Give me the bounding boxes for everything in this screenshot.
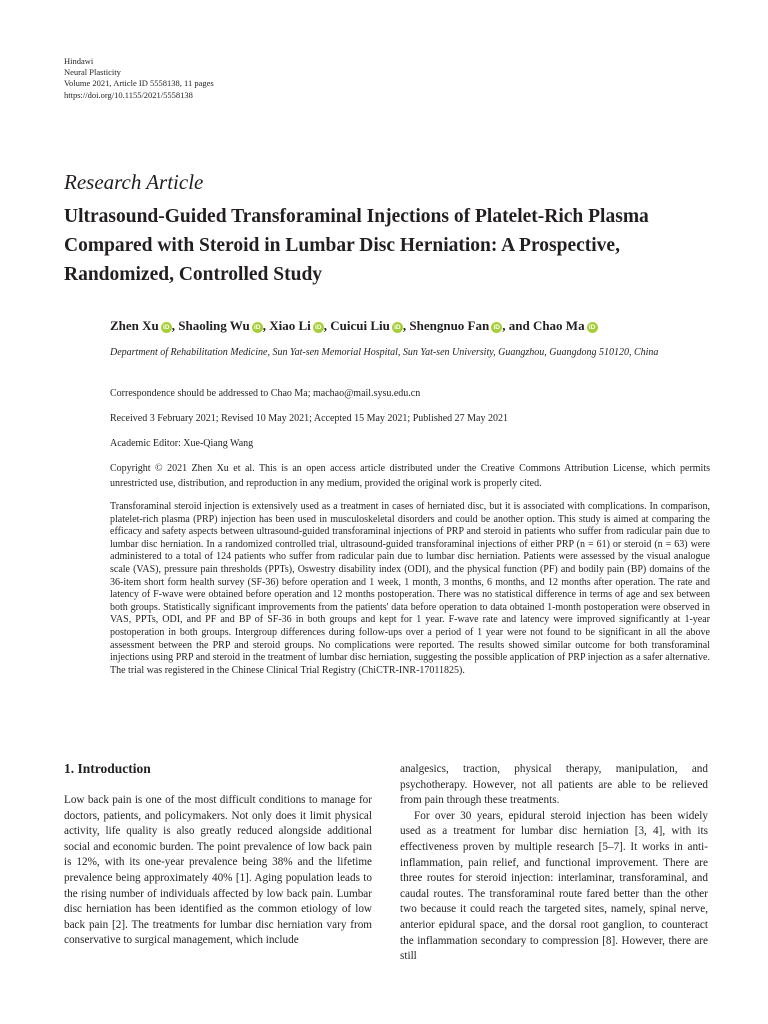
intro-paragraph-continued: analgesics, traction, physical therapy, manipulation, and psychotherapy. However, not all patients are able to be relieved from pain through these treatments. [400,763,708,807]
orcid-icon[interactable]: iD [392,322,403,333]
author-name: Xiao Li [269,318,311,333]
author-name: Chao Ma [532,318,585,333]
publisher-name: Hindawi [64,56,94,66]
author-name: Shaoling Wu [178,318,250,333]
orcid-icon[interactable]: iD [313,322,324,333]
left-column [64,760,372,949]
author-name: Zhen Xu [110,318,159,333]
orcid-icon[interactable]: iD [161,322,172,333]
doi-link[interactable]: https://doi.org/10.1155/2021/5558138 [64,89,193,100]
section-heading: 1. Introduction [64,761,151,776]
affiliation: Department of Rehabilitation Medicine, Sun Yat-sen Memorial Hospital, Sun Yat-sen University, Guangzhou, Guangdong 510120, China [110,347,659,358]
article-title: Ultrasound-Guided Transforaminal Injections of Platelet-Rich Plasma Compared with Steroid in Lumbar Disc Herniation: A Prospective, Randomized, Controlled Study [64,206,649,285]
correspondence: Correspondence should be addressed to Chao Ma; machao@mail.sysu.edu.cn [110,388,421,399]
author-separator: , [402,318,410,333]
intro-paragraph-2: For over 30 years, epidural steroid injection has been widely used as a treatment for lumbar disc herniation [3, 4], with its effectiveness proven by multiple research [5–7]. It works in anti-inflammation, pain relief, and functional improvement. There are three routes for steroid injection: interlaminar, transforaminal, and caudal routes. The transforaminal route fared better than the other two because it could reach the targeted sites, namely, spinal nerve, anterior epidural space, and the dorsal root ganglion, to counteract the inflammation secondary to compression [8]. However, there are still [400,809,708,963]
journal-name: Neural Plasticity [64,67,121,78]
volume-info: Volume 2021, Article ID 5558138, 11 pages [64,78,214,89]
copyright-notice: Copyright © 2021 Zhen Xu et al. This is an open access article distributed under the Creative Commons Attribution License, which permits unrestricted use, distribution, and reproduction in any medium, provided the original work is properly cited. [110,463,710,489]
author-separator: , and [502,318,533,333]
orcid-icon[interactable]: iD [491,322,502,333]
orcid-icon[interactable]: iD [252,322,263,333]
author-separator: , [323,318,331,333]
author-name: Shengnuo Fan [409,318,490,333]
orcid-icon[interactable]: iD [587,322,598,333]
author-name: Cuicui Liu [330,318,390,333]
right-column [400,762,708,965]
journal-masthead [64,56,214,101]
author-separator: , [171,318,179,333]
article-type: Research Article [64,170,204,194]
author-separator: , [262,318,270,333]
academic-editor: Academic Editor: Xue-Qiang Wang [110,438,254,449]
publication-dates: Received 3 February 2021; Revised 10 May 2021; Accepted 15 May 2021; Published 27 May 2021 [110,413,508,424]
author-list [110,318,598,334]
intro-paragraph: Low back pain is one of the most difficult conditions to manage for doctors, patients, and policymakers. Not only does it limit physical activity, life quality is also greatly reduced alongside additional social and economic burden. The point prevalence of low back pain is 12%, with its one-year prevalence being 38% and the lifetime prevalence being approximately 40% [1]. Aging population leads to the rising number of individuals affected by low back pain. Lumbar disc herniation has been identified as the common etiology of low back pain [2]. The treatments for lumbar disc herniation vary from conservative to surgical management, which include [64,794,372,947]
abstract: Transforaminal steroid injection is extensively used as a treatment in cases of herniated disc, but it is associated with complications. In comparison, platelet-rich plasma (PRP) injection has been used in musculoskeletal disorders and could be another option. This study is aimed at comparing the efficacy and safety aspects between ultrasound-guided transforaminal injections of PRP and steroid in patients who suffer from radicular pain due to lumbar disc herniation. In a randomized controlled trial, ultrasound-guided transforaminal injections of either PRP (n = 61) or steroid (n = 63) were administered to a total of 124 patients who suffer from radicular pain due to lumbar disc herniation. Patients were assessed by the visual analogue scale (VAS), pressure pain thresholds (PPTs), Oswestry disability index (ODI), and the physical function (PF) and bodily pain (BP) domains of the 36-item short form health survey (SF-36) before operation and 1 week, 1 month, 3 months, 6 months, and 12 months after operation. The rate and latency of F-wave were obtained before operation and 12 months postoperation. There was no statistical difference in terms of age and sex between both groups. Statistically significant improvements from the patients' data before operation to data obtained 1-month postoperation were observed in VAS, PPTs, ODI, and PF and BP of SF-36 in both groups and kept for 1 year. F-wave rate and latency were improved significantly at 1-year postoperation in both groups. Intergroup differences during follow-ups over a period of 1 year were not found to be significant in all the above assessment between the PRP and steroid groups. No complications were reported. The results showed similar outcome for both transforaminal injections using PRP and steroid in the treatment of lumbar disc herniation, suggesting the possible application of PRP injection as a safer alternative. The trial was registered in the Chinese Clinical Trial Registry (ChiCTR-INR-17011825). [110,501,710,676]
